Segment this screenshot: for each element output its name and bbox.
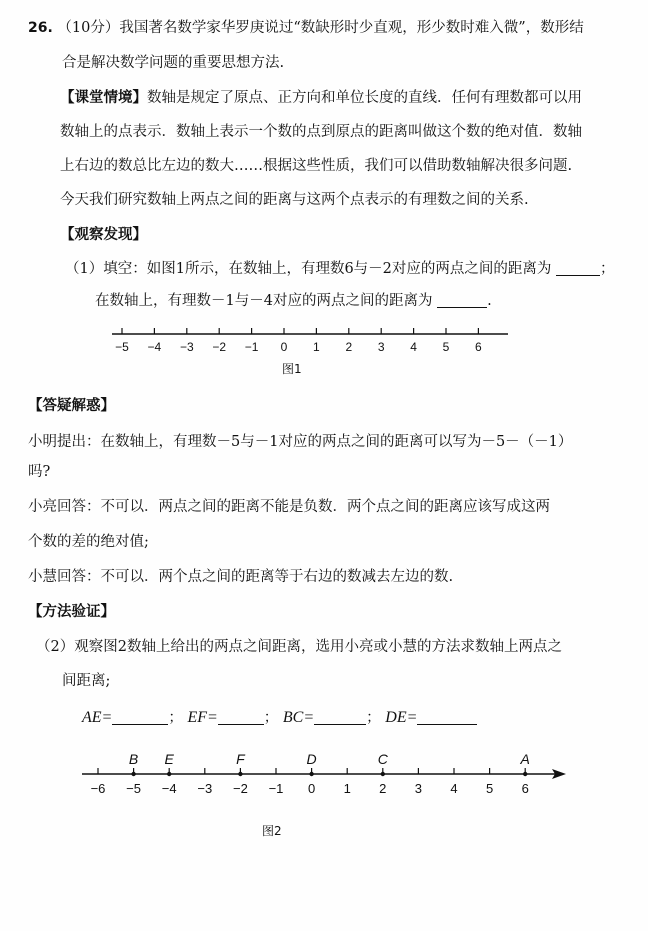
figure2-tick-label: 4 (450, 781, 458, 796)
figure2-point-a (523, 772, 527, 776)
figure2-point-label-b: B (128, 751, 139, 767)
blank-sep-ae: ； (168, 710, 183, 726)
blank-sep-bc: ； (366, 710, 381, 726)
figure2-point-label-a: A (520, 751, 530, 767)
context-text-1: 数轴是规定了原点、正方向和单位长度的直线．任何有理数都可以用 (147, 90, 582, 106)
figure2-tick-label: 2 (379, 781, 387, 796)
figure1-tick-label: 4 (410, 340, 417, 354)
figure1-tick-label: −1 (244, 340, 259, 354)
figure2-point-label-c: C (377, 751, 388, 767)
figure2-tick-label: −4 (161, 781, 177, 796)
figure2-point-f (238, 772, 242, 776)
figure2-number-line (76, 744, 572, 800)
figure2-point-b (131, 772, 135, 776)
q1-text-1: （1）填空：如图1所示，在数轴上，有理数6与－2对应的两点之间的距离为 (65, 261, 552, 277)
figure2-caption: 图2 (262, 824, 282, 838)
verify-heading: 【方法验证】 (28, 603, 115, 620)
blank-sep-ef: ； (263, 710, 279, 726)
blank-label-de: DE= (385, 709, 418, 726)
answer-blank-bc[interactable] (314, 710, 366, 725)
blank-label-ae: AE= (82, 709, 113, 726)
context-line-2: 数轴上的点表示．数轴上表示一个数的点到原点的距离叫做这个数的绝对值．数轴 (60, 124, 582, 140)
q1-line-2 (95, 291, 492, 311)
qa-heading: 【答疑解惑】 (28, 397, 115, 414)
figure1-tick-label: −2 (212, 340, 227, 354)
answer-blank-q1a[interactable] (556, 261, 600, 276)
liang-line-1: 小亮回答：不可以．两点之间的距离不能是负数．两个点之间的距离应该写成这两 (28, 499, 550, 515)
figure2-tick-label: −1 (268, 781, 284, 796)
figure1-tick-label: −3 (179, 340, 194, 354)
answer-blank-ef[interactable] (218, 710, 264, 725)
figure1-caption: 图1 (282, 362, 302, 376)
figure2-point-label-d: D (306, 751, 317, 767)
figure1-tick-label: 5 (442, 340, 450, 354)
figure1-tick-label: 3 (377, 340, 385, 354)
observe-heading: 【观察发现】 (60, 226, 147, 243)
ming-line-2: 吗? (28, 464, 51, 480)
answer-blank-ae[interactable] (112, 710, 168, 725)
figure2-tick-label: 6 (521, 781, 529, 796)
figure2-tick-label: 0 (307, 781, 316, 796)
context-line-4: 今天我们研究数轴上两点之间的距离与这两个点表示的有理数之间的关系. (60, 192, 529, 208)
figure2-point-label-f: F (236, 751, 245, 767)
q1-line-1 (65, 259, 615, 279)
blank-label-bc: BC= (282, 709, 315, 726)
q1-punct-1: ； (600, 261, 615, 277)
figure2-point-e (167, 772, 171, 776)
q1-text-2: 在数轴上，有理数－1与－4对应的两点之间的距离为 (95, 293, 433, 309)
q2-line-2: 间距离; (62, 673, 111, 689)
question-points: （10分） (57, 20, 120, 36)
question-number: 26. (28, 20, 53, 36)
figure2-tick-label: −3 (197, 781, 213, 796)
figure1-tick-label: 6 (475, 340, 482, 354)
question-intro-line-2: 合是解决数学问题的重要思想方法. (62, 55, 285, 71)
figure2-tick-label: 1 (343, 781, 351, 796)
figure2-tick-label: −6 (90, 781, 106, 796)
figure2-point-c (381, 772, 385, 776)
context-line-1 (60, 88, 582, 108)
figure1-tick-label: 2 (345, 340, 353, 354)
context-line-3: 上右边的数总比左边的数大……根据这些性质，我们可以借助数轴解决很多问题. (60, 158, 573, 174)
figure1-number-line (100, 322, 520, 362)
figure2-tick-label: 3 (414, 781, 423, 796)
context-heading: 【课堂情境】 (60, 89, 147, 106)
figure1-tick-label: −4 (147, 340, 162, 354)
ming-line-1: 小明提出：在数轴上，有理数－5与－1对应的两点之间的距离可以写为－5－（－1） (28, 434, 573, 450)
hui-line: 小慧回答：不可以．两个点之间的距离等于右边的数减去左边的数. (28, 569, 454, 585)
liang-line-2: 个数的差的绝对值; (28, 534, 149, 550)
q1-punct-2: . (487, 293, 492, 309)
figure1-tick-label: −5 (115, 340, 129, 354)
q2-line-1: （2）观察图2数轴上给出的两点之间距离，选用小亮或小慧的方法求数轴上两点之 (36, 639, 562, 655)
question-intro-text-1: 我国著名数学家华罗庚说过“数缺形时少直观，形少数时难入微”，数形结 (119, 20, 584, 36)
question-intro-line-1 (28, 18, 584, 38)
blank-label-ef: EF= (187, 709, 218, 726)
figure2-tick-label: −2 (232, 781, 248, 796)
figure1-tick-label: 0 (280, 340, 288, 354)
q2-answer-row (82, 708, 477, 728)
figure2-point-label-e: E (164, 751, 174, 767)
figure2-tick-label: 5 (485, 781, 494, 796)
figure1-tick-label: 1 (313, 340, 320, 354)
answer-blank-q1b[interactable] (437, 293, 487, 308)
answer-blank-de[interactable] (417, 710, 477, 725)
figure2-point-d (309, 772, 313, 776)
figure2-tick-label: −5 (126, 781, 142, 796)
